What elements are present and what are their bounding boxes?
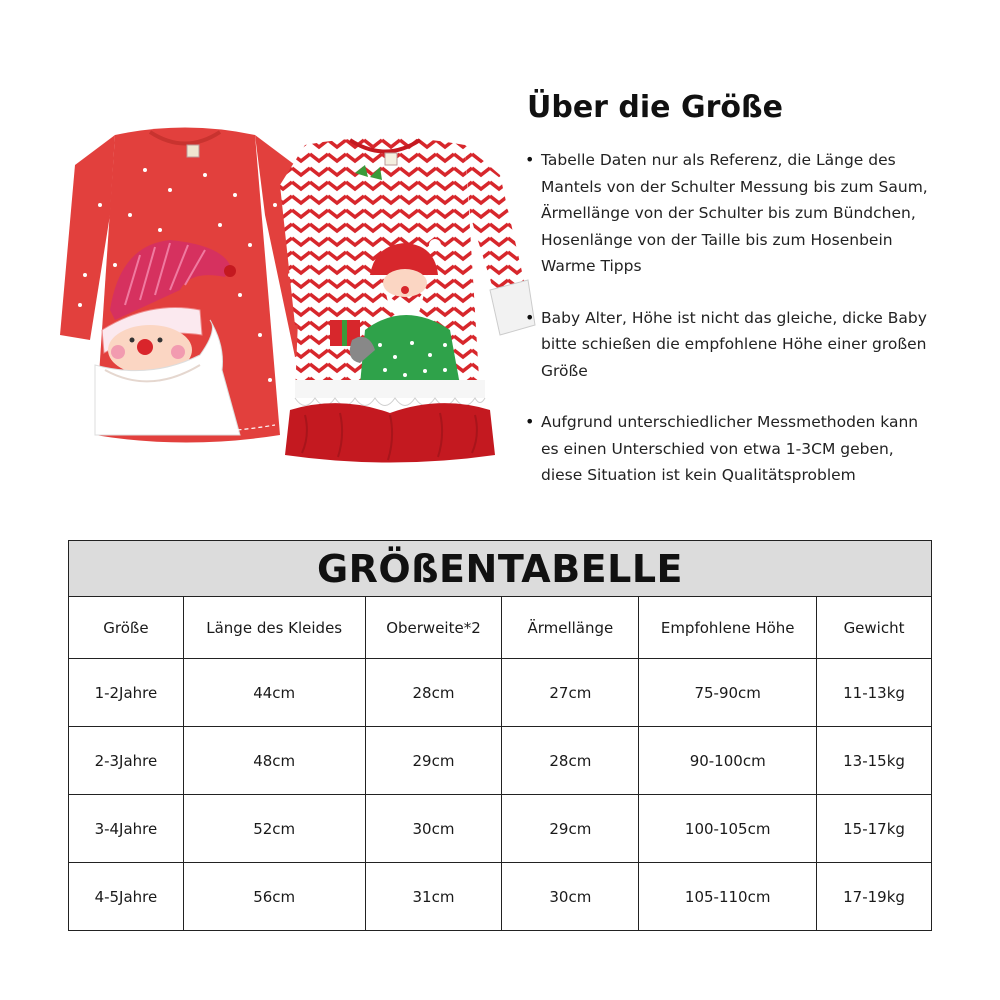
- bullet-line: es einen Unterschied von etwa 1-3CM geben,: [541, 439, 894, 458]
- table-row: [69, 659, 932, 727]
- table-cell: 90-100cm: [639, 727, 817, 795]
- table-cell: 56cm: [183, 863, 365, 931]
- table-cell: 75-90cm: [639, 659, 817, 727]
- column-header: Ärmellänge: [502, 597, 639, 659]
- table-cell: 28cm: [365, 659, 502, 727]
- column-header: Empfohlene Höhe: [639, 597, 817, 659]
- table-cell: 15-17kg: [817, 795, 932, 863]
- table-cell: 29cm: [365, 727, 502, 795]
- table-cell: 13-15kg: [817, 727, 932, 795]
- bullet-line: • Tabelle Daten nur als Referenz, die Länge des: [541, 151, 896, 169]
- table-row: [69, 795, 932, 863]
- column-header: Länge des Kleides: [183, 597, 365, 659]
- size-table-title: GRÖßENTABELLE: [69, 541, 932, 597]
- bullet-line: • Aufgrund unterschiedlicher Messmethoden kann: [541, 413, 919, 431]
- size-info-section: [515, 90, 965, 514]
- table-cell: 4-5Jahre: [69, 863, 184, 931]
- table-cell: 1-2Jahre: [69, 659, 184, 727]
- bullet-line: Ärmellänge von der Schulter bis zum Bündchen,: [541, 204, 916, 222]
- left-dress: [60, 128, 325, 443]
- info-bullet: [515, 305, 965, 385]
- table-cell: 17-19kg: [817, 863, 932, 931]
- column-header: Größe: [69, 597, 184, 659]
- table-cell: 44cm: [183, 659, 365, 727]
- bullet-line: bitte schießen die empfohlene Höhe einer großen: [541, 335, 927, 353]
- bullet-line: Mantels von der Schulter Messung bis zum Saum,: [541, 177, 928, 196]
- info-title: Über die Größe: [527, 90, 783, 125]
- table-row: [69, 863, 932, 931]
- table-cell: 27cm: [502, 659, 639, 727]
- table-cell: 52cm: [183, 795, 365, 863]
- right-dress: [280, 138, 535, 463]
- table-cell: 30cm: [365, 795, 502, 863]
- table-cell: 31cm: [365, 863, 502, 931]
- column-header: Gewicht: [817, 597, 932, 659]
- info-bullet: [515, 409, 965, 489]
- table-cell: 105-110cm: [639, 863, 817, 931]
- info-bullet: [515, 147, 965, 280]
- table-cell: 30cm: [502, 863, 639, 931]
- table-cell: 2-3Jahre: [69, 727, 184, 795]
- table-cell: 28cm: [502, 727, 639, 795]
- bullet-line: diese Situation ist kein Qualitätsproblem: [541, 466, 856, 484]
- table-cell: 3-4Jahre: [69, 795, 184, 863]
- bullet-line: Hosenlänge von der Taille bis zum Hosenbein: [541, 230, 893, 249]
- table-cell: 11-13kg: [817, 659, 932, 727]
- table-row: [69, 727, 932, 795]
- table-cell: 29cm: [502, 795, 639, 863]
- table-cell: 48cm: [183, 727, 365, 795]
- bullet-line: Warme Tipps: [541, 257, 642, 275]
- product-image: [40, 95, 545, 470]
- size-table: [68, 540, 932, 931]
- table-cell: 100-105cm: [639, 795, 817, 863]
- bullet-line: • Baby Alter, Höhe ist nicht das gleiche, dicke Baby: [541, 308, 927, 327]
- bullet-line: Größe: [541, 361, 588, 380]
- size-table-header-row: [69, 597, 932, 659]
- column-header: Oberweite*2: [365, 597, 502, 659]
